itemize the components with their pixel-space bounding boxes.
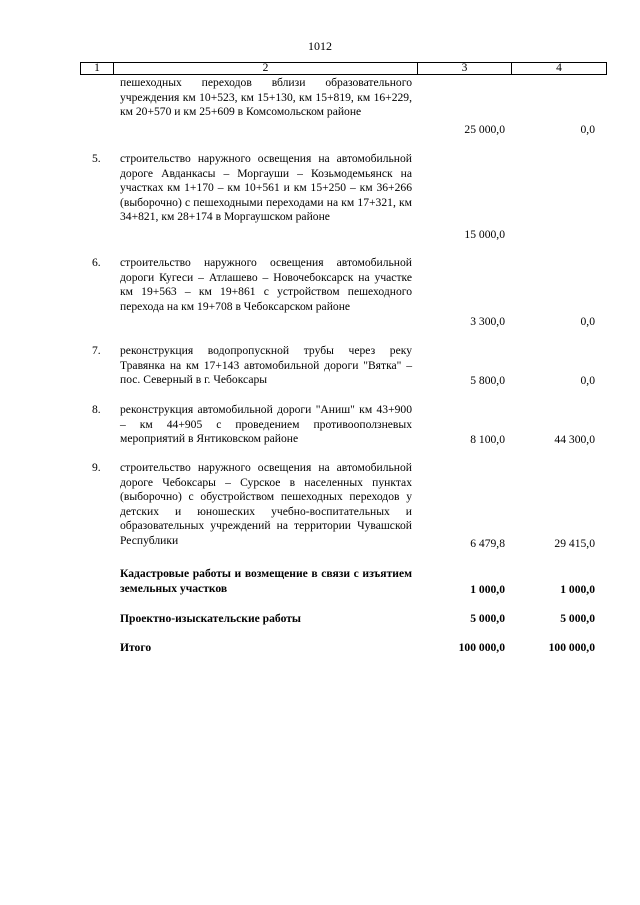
item-number: 7. — [92, 344, 101, 357]
column-header-4: 4 — [556, 62, 562, 74]
column-header-3: 3 — [418, 63, 512, 74]
item-text: реконструкция водопропускной трубы через реку Травянка на км 17+143 автомобильной дороги "Вятка" – пос. Северный в г. Чебоксары — [120, 344, 412, 387]
item-value-col3: 3 300,0 — [470, 315, 505, 328]
total-label: Итого — [120, 641, 152, 654]
item-text: пешеходных переходов вблизи образовательного учреждения км 10+523, км 15+130, км 15+819, км 16+229, км 20+570 и км 25+609 в Комсомольском районе — [120, 76, 412, 119]
item-value-col3: 5 800,0 — [470, 374, 505, 387]
summary-text: Проектно-изыскательские работы — [120, 612, 301, 625]
summary-value-col3: 1 000,0 — [470, 583, 505, 596]
item-value-col3: 8 100,0 — [470, 433, 505, 446]
item-number: 9. — [92, 461, 101, 474]
item-text: строительство наружного освещения автомобильной дороги Кугеси – Атлашево – Новочебоксарск на участке км 19+563 – км 19+861 с устройством пешеходного перехода на км 19+708 в Чебоксарском районе — [120, 256, 412, 313]
column-header-1: 1 — [81, 63, 114, 74]
summary-value-col4: 5 000,0 — [560, 612, 595, 625]
item-text: реконструкция автомобильной дороги "Аниш" км 43+900 – км 44+905 с проведением противооползневых мероприятий в Янтиковском районе — [120, 403, 412, 446]
item-text: строительство наружного освещения на автомобильной дороге Чебоксары – Сурское в населенных пунктах (выборочно) с обустройством пешеходных переходов у детских и юношеских учебно-воспитательных и образовательных учреждений на территории Чувашской Республики — [120, 461, 412, 547]
item-value-col4: 0,0 — [580, 374, 595, 387]
item-value-col4: 29 415,0 — [554, 537, 595, 550]
summary-text: Кадастровые работы и возмещение в связи с изъятием земельных участков — [120, 567, 412, 595]
total-value-col3: 100 000,0 — [458, 641, 505, 654]
item-value-col4: 0,0 — [580, 315, 595, 328]
page-number: 1012 — [308, 39, 332, 53]
summary-value-col4: 1 000,0 — [560, 583, 595, 596]
table-header — [80, 62, 607, 75]
item-number: 6. — [92, 256, 101, 269]
item-text: строительство наружного освещения на автомобильной дороге Авданкасы – Моргауши – Козьмодемьянск на участках км 1+170 – км 10+561 и км 15+250 – км 36+266 (выборочно) с пешеходными переходами на км 17+321, км 34+821, км 28+174 в Моргаушском районе — [120, 152, 412, 224]
summary-value-col3: 5 000,0 — [470, 612, 505, 625]
column-header-2: 2 — [114, 63, 418, 74]
item-value-col3: 15 000,0 — [464, 228, 505, 241]
item-value-col3: 6 479,8 — [470, 537, 505, 550]
total-value-col4: 100 000,0 — [548, 641, 595, 654]
item-number: 5. — [92, 152, 101, 165]
item-value-col3: 25 000,0 — [464, 123, 505, 136]
item-value-col4: 0,0 — [580, 123, 595, 136]
item-value-col4: 44 300,0 — [554, 433, 595, 446]
item-number: 8. — [92, 403, 101, 416]
